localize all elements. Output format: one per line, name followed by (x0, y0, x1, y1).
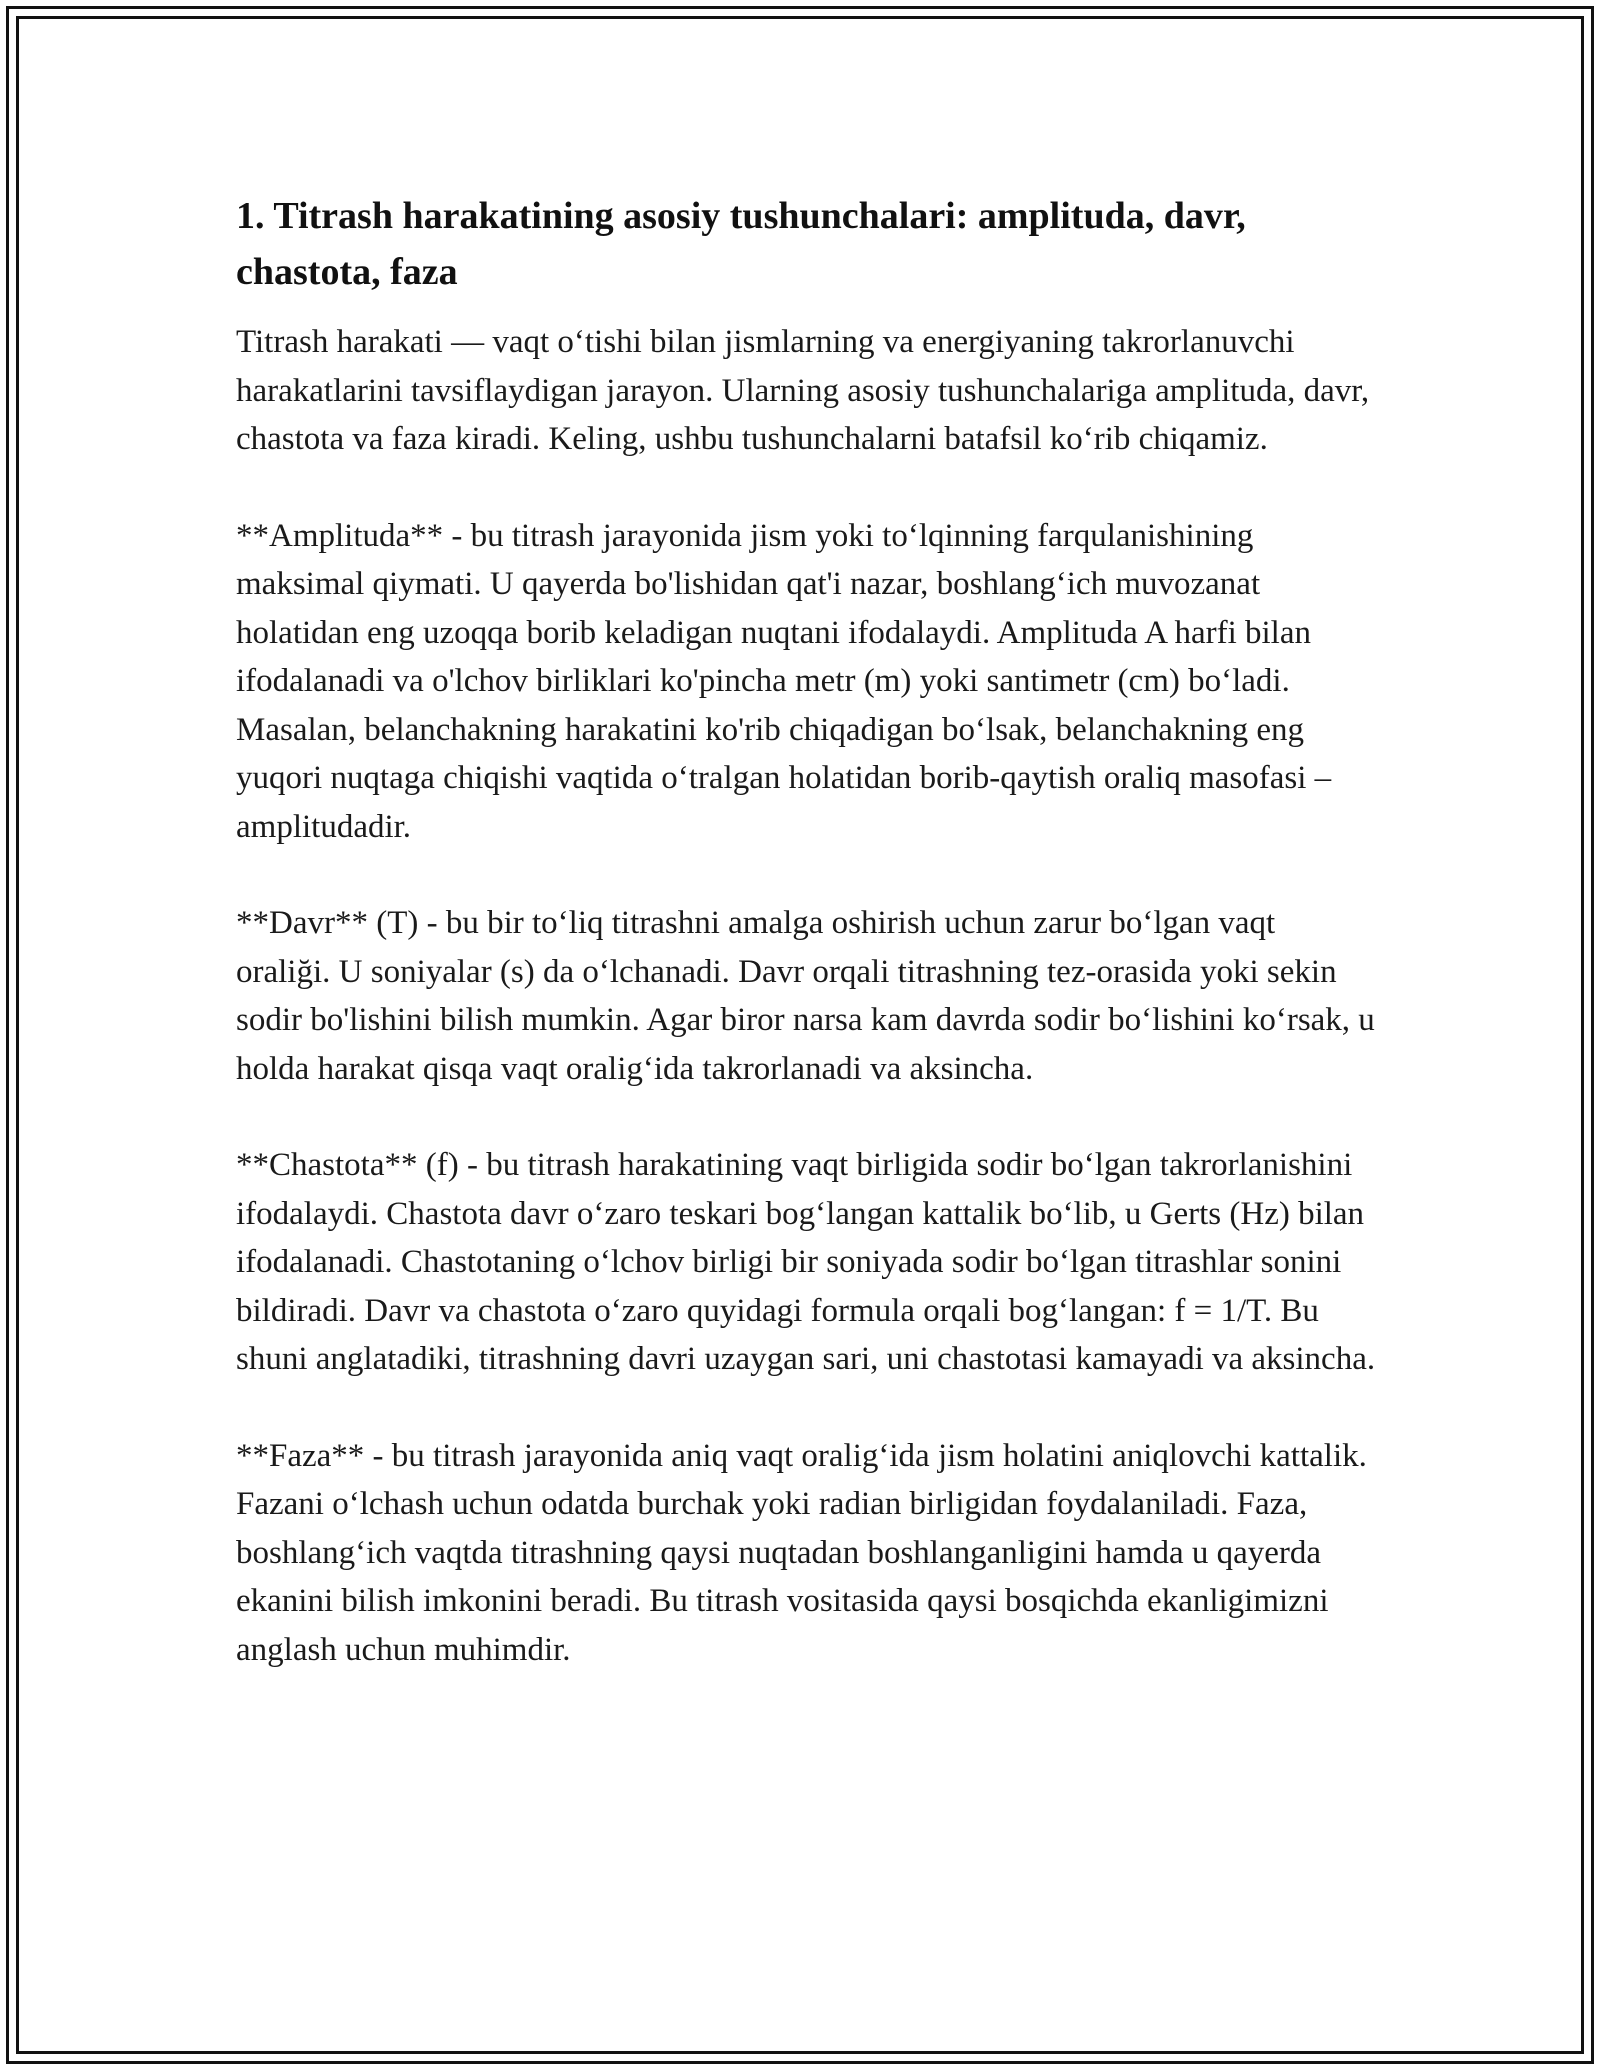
amplitude-paragraph: **Amplituda** - bu titrash jarayonida jism yoki to‘lqinning farqulanishining maksimal qiymati. U qayerda bo'lishidan qat'i nazar, boshlang‘ich muvozanat holatidan eng uzoqqa borib keladigan nuqtani ifodalaydi. Amplituda A harfi bilan ifodalanadi va o'lchov birliklari ko'pincha metr (m) yoki santimetr (cm) bo‘ladi. Masalan, belanchakning harakatini ko'rib chiqadigan bo‘lsak, belanchakning eng yuqori nuqtaga chiqishi vaqtida o‘tralgan holatidan borib-qaytish oraliq masofasi – amplitudadir. (236, 517, 1332, 845)
phase-paragraph: **Faza** - bu titrash jarayonida aniq vaqt oralig‘ida jism holatini aniqlovchi kattalik. Fazani o‘lchash uchun odatda burchak yoki radian birligidan foydalaniladi. Faza, boshlang‘ich vaqtda titrashning qaysi nuqtadan boshlanganligini hamda u qayerda ekanini bilish imkonini beradi. Bu titrash vositasida qaysi bosqichda ekanligimizni anglash uchun muhimdir. (236, 1437, 1367, 1668)
section-heading: 1. Titrash harakatining asosiy tushunchalari: amplituda, davr, chastota, faza (236, 195, 1246, 293)
frequency-paragraph: **Chastota** (f) - bu titrash harakatining vaqt birligida sodir bo‘lgan takrorlanishini ifodalaydi. Chastota davr o‘zaro teskari bog‘langan kattalik bo‘lib, u Gerts (Hz) bilan ifodalanadi. Chastotaning o‘lchov birligi bir soniyada sodir bo‘lgan titrashlar sonini bildiradi. Davr va chastota o‘zaro quyidagi formula orqali bog‘langan: f = 1/T. Bu shuni anglatadiki, titrashning davri uzaygan sari, uni chastotasi kamayadi va aksincha. (236, 1147, 1376, 1377)
document-body (236, 188, 1376, 1722)
period-paragraph: **Davr** (T) - bu bir to‘liq titrashni amalga oshirish uchun zarur bo‘lgan vaqt oraliği. U soniyalar (s) da o‘lchanadi. Davr orqali titrashning tez-orasida yoki sekin sodir bo'lishini bilish mumkin. Agar biror narsa kam davrda sodir bo‘lishini ko‘rsak, u holda harakat qisqa vaqt oralig‘ida takrorlanadi va aksincha. (236, 905, 1375, 1087)
intro-paragraph: Titrash harakati — vaqt o‘tishi bilan jismlarning va energiyaning takrorlanuvchi harakatlarini tavsiflaydigan jarayon. Ularning asosiy tushunchalariga amplituda, davr, chastota va faza kiradi. Keling, ushbu tushunchalarni batafsil ko‘rib chiqamiz. (236, 324, 1370, 457)
